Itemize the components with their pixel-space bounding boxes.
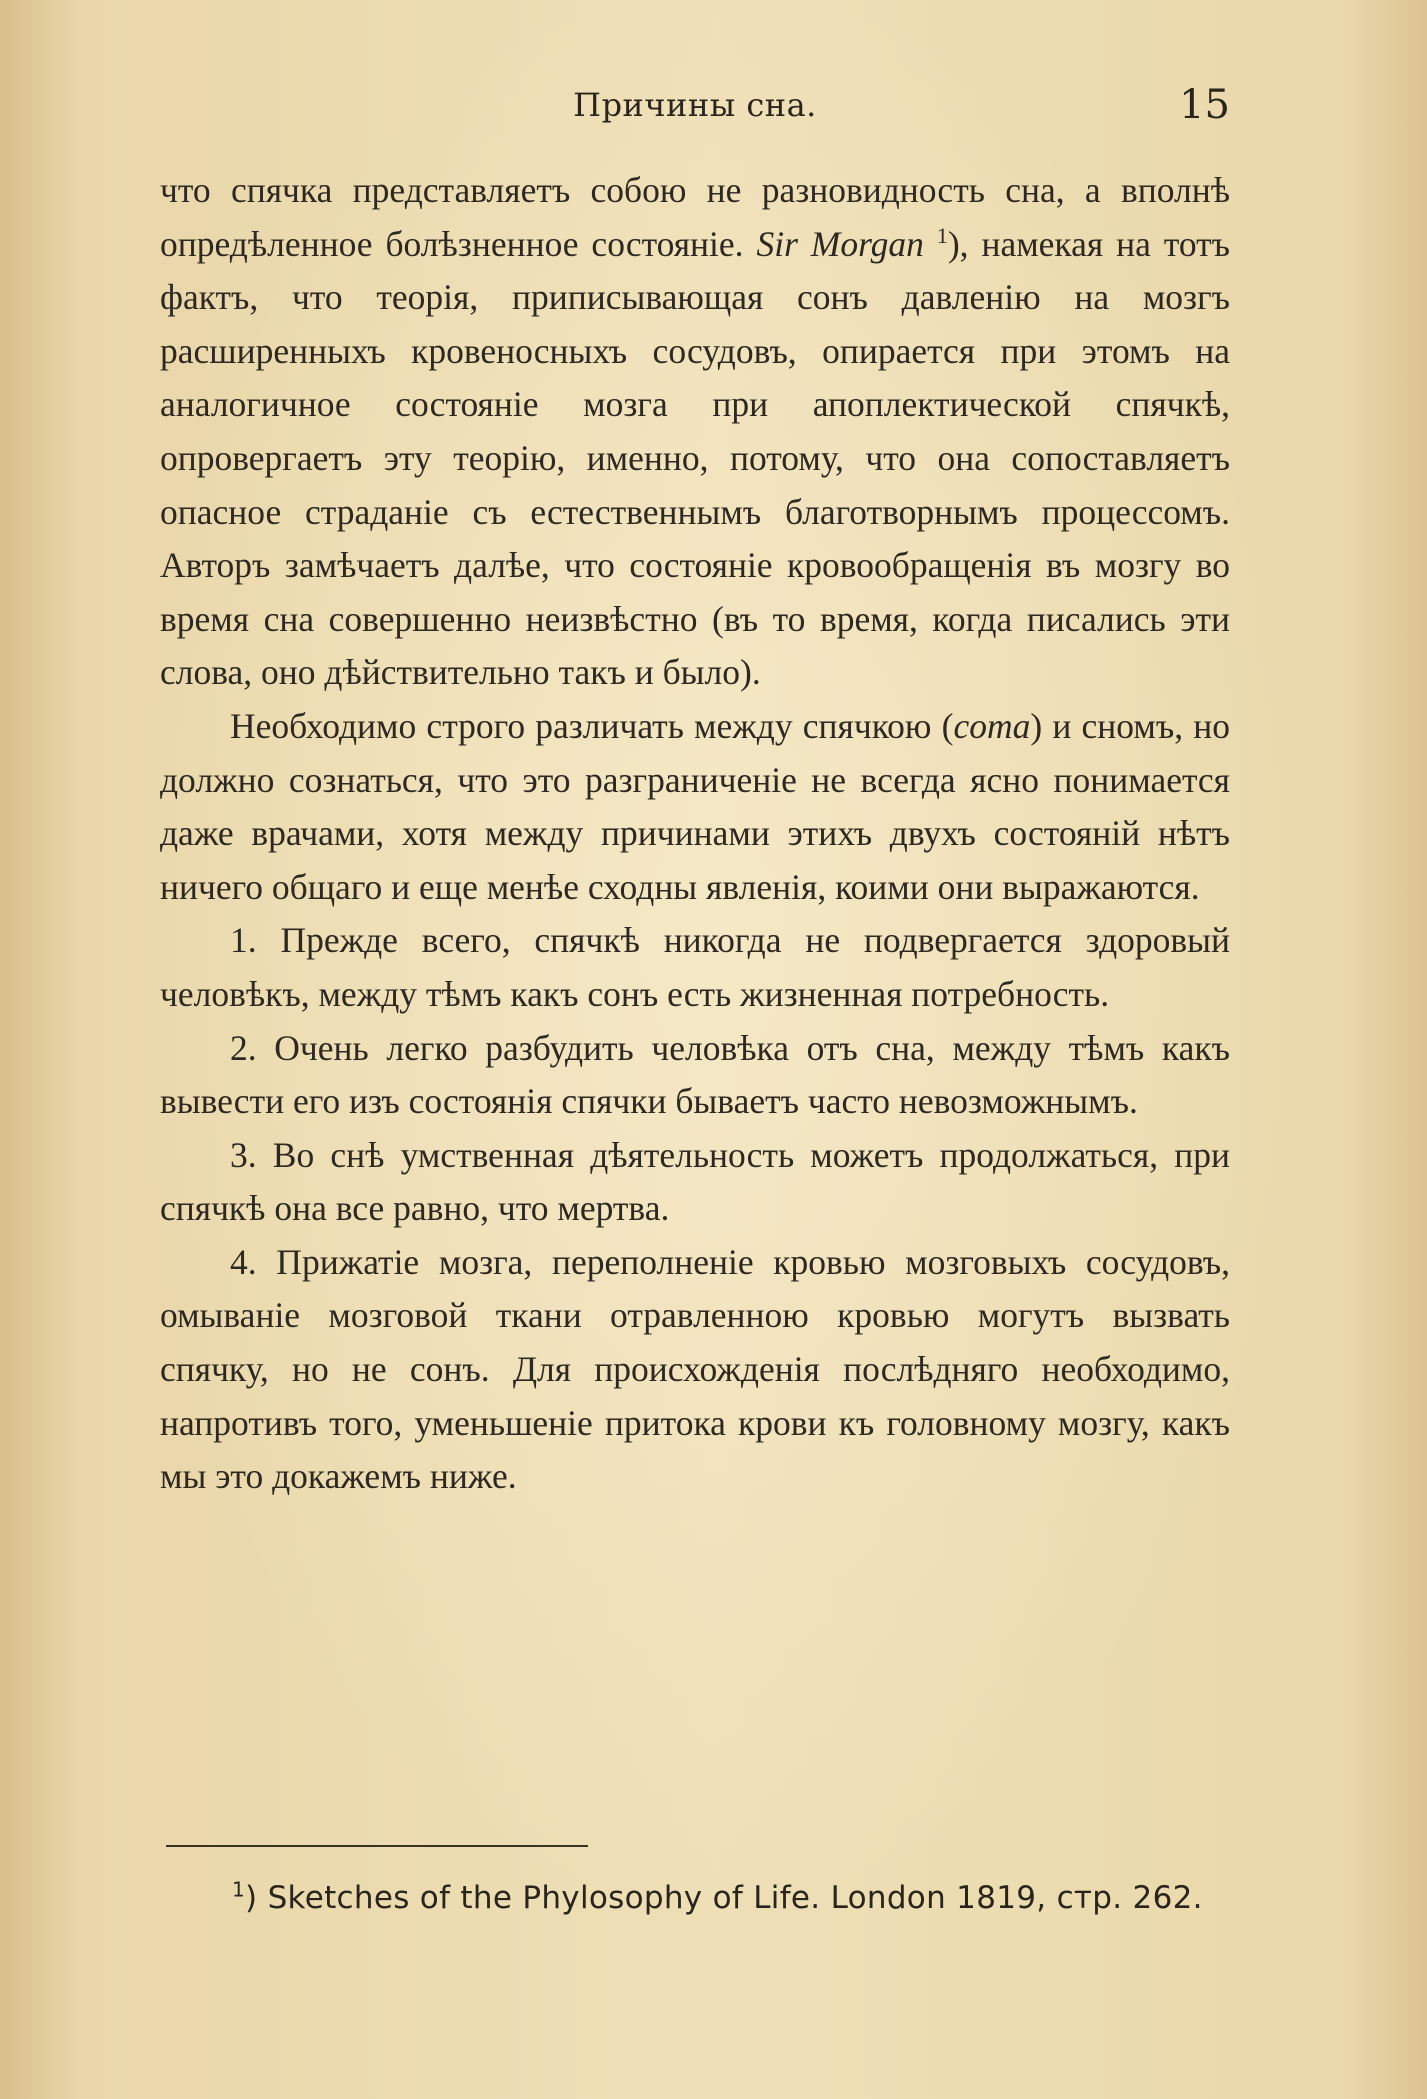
running-title: Причины сна. bbox=[573, 86, 817, 124]
list-item-1: 1. Прежде всего, спячкѣ никогда не подвергается здоровый человѣкъ, между тѣмъ какъ сонъ есть жизненная потребность. bbox=[160, 920, 1230, 1014]
paragraph-2-continuation: ) и сномъ, но должно сознаться, что это разграниченіе не всегда ясно понимается даже врачами, хотя между причинами этихъ двухъ состояній нѣтъ ничего общаго и еще менѣе сходны явленія, коими они выражаются. bbox=[160, 705, 1231, 907]
footnote bbox=[232, 1877, 1232, 1916]
list-item-3: 3. Во снѣ умственная дѣятельность можетъ продолжаться, при спячкѣ она все равно, что мертва. bbox=[160, 1134, 1230, 1229]
paragraph-1 bbox=[160, 164, 1230, 700]
running-head bbox=[160, 82, 1230, 132]
paragraph-2-text: Необходимо строго различать между спячкою ( bbox=[230, 705, 954, 746]
page-number: 15 bbox=[1179, 82, 1230, 128]
footnote-marker: 1 bbox=[232, 1877, 246, 1902]
footnote-text: ) Sketches of the Phylosophy of Life. London 1819, стр. 262. bbox=[245, 1880, 1203, 1916]
paragraph-1-text: что спячка представляетъ собою не разновидность сна, а вполнѣ опредѣленное болѣзненное состояніе. bbox=[160, 170, 1230, 264]
body-text bbox=[160, 164, 1230, 1504]
coma-term: coma bbox=[953, 705, 1031, 746]
paragraph-2 bbox=[160, 700, 1230, 914]
list-item-4: 4. Прижатіе мозга, переполненіе кровью мозговыхъ сосудовъ, омываніе мозговой ткани отравленною кровью могутъ вызвать спячку, но не сонъ. Для происхожденія послѣдняго необходимо, напротивъ того, уменьшеніе притока крови къ головному мозгу, какъ мы это докажемъ ниже. bbox=[160, 1241, 1230, 1497]
paragraph-1-continuation: ), намекая на тотъ фактъ, что теорія, приписывающая сонъ давленію на мозгъ расширенныхъ кровеносныхъ сосудовъ, опирается при этомъ на аналогичное состояніе мозга при апоплектической спячкѣ, опровергаетъ эту теорію, именно, потому, что она сопоставляетъ опасное страданіе съ естественнымъ благотворнымъ процессомъ. Авторъ замѣчаетъ далѣе, что состояніе кровообращенія въ мозгу во время сна совершенно неизвѣстно (въ то время, когда писались эти слова, оно дѣйствительно такъ и было). bbox=[160, 223, 1231, 693]
footnote-divider bbox=[166, 1845, 588, 1847]
sir-morgan-name: Sir Morgan bbox=[756, 223, 924, 264]
list-item-2: 2. Очень легко разбудить человѣка отъ сна, между тѣмъ какъ вывести его изъ состоянія спячки бываетъ часто невозможнымъ. bbox=[160, 1027, 1230, 1122]
footnote-reference: 1 bbox=[936, 222, 948, 248]
